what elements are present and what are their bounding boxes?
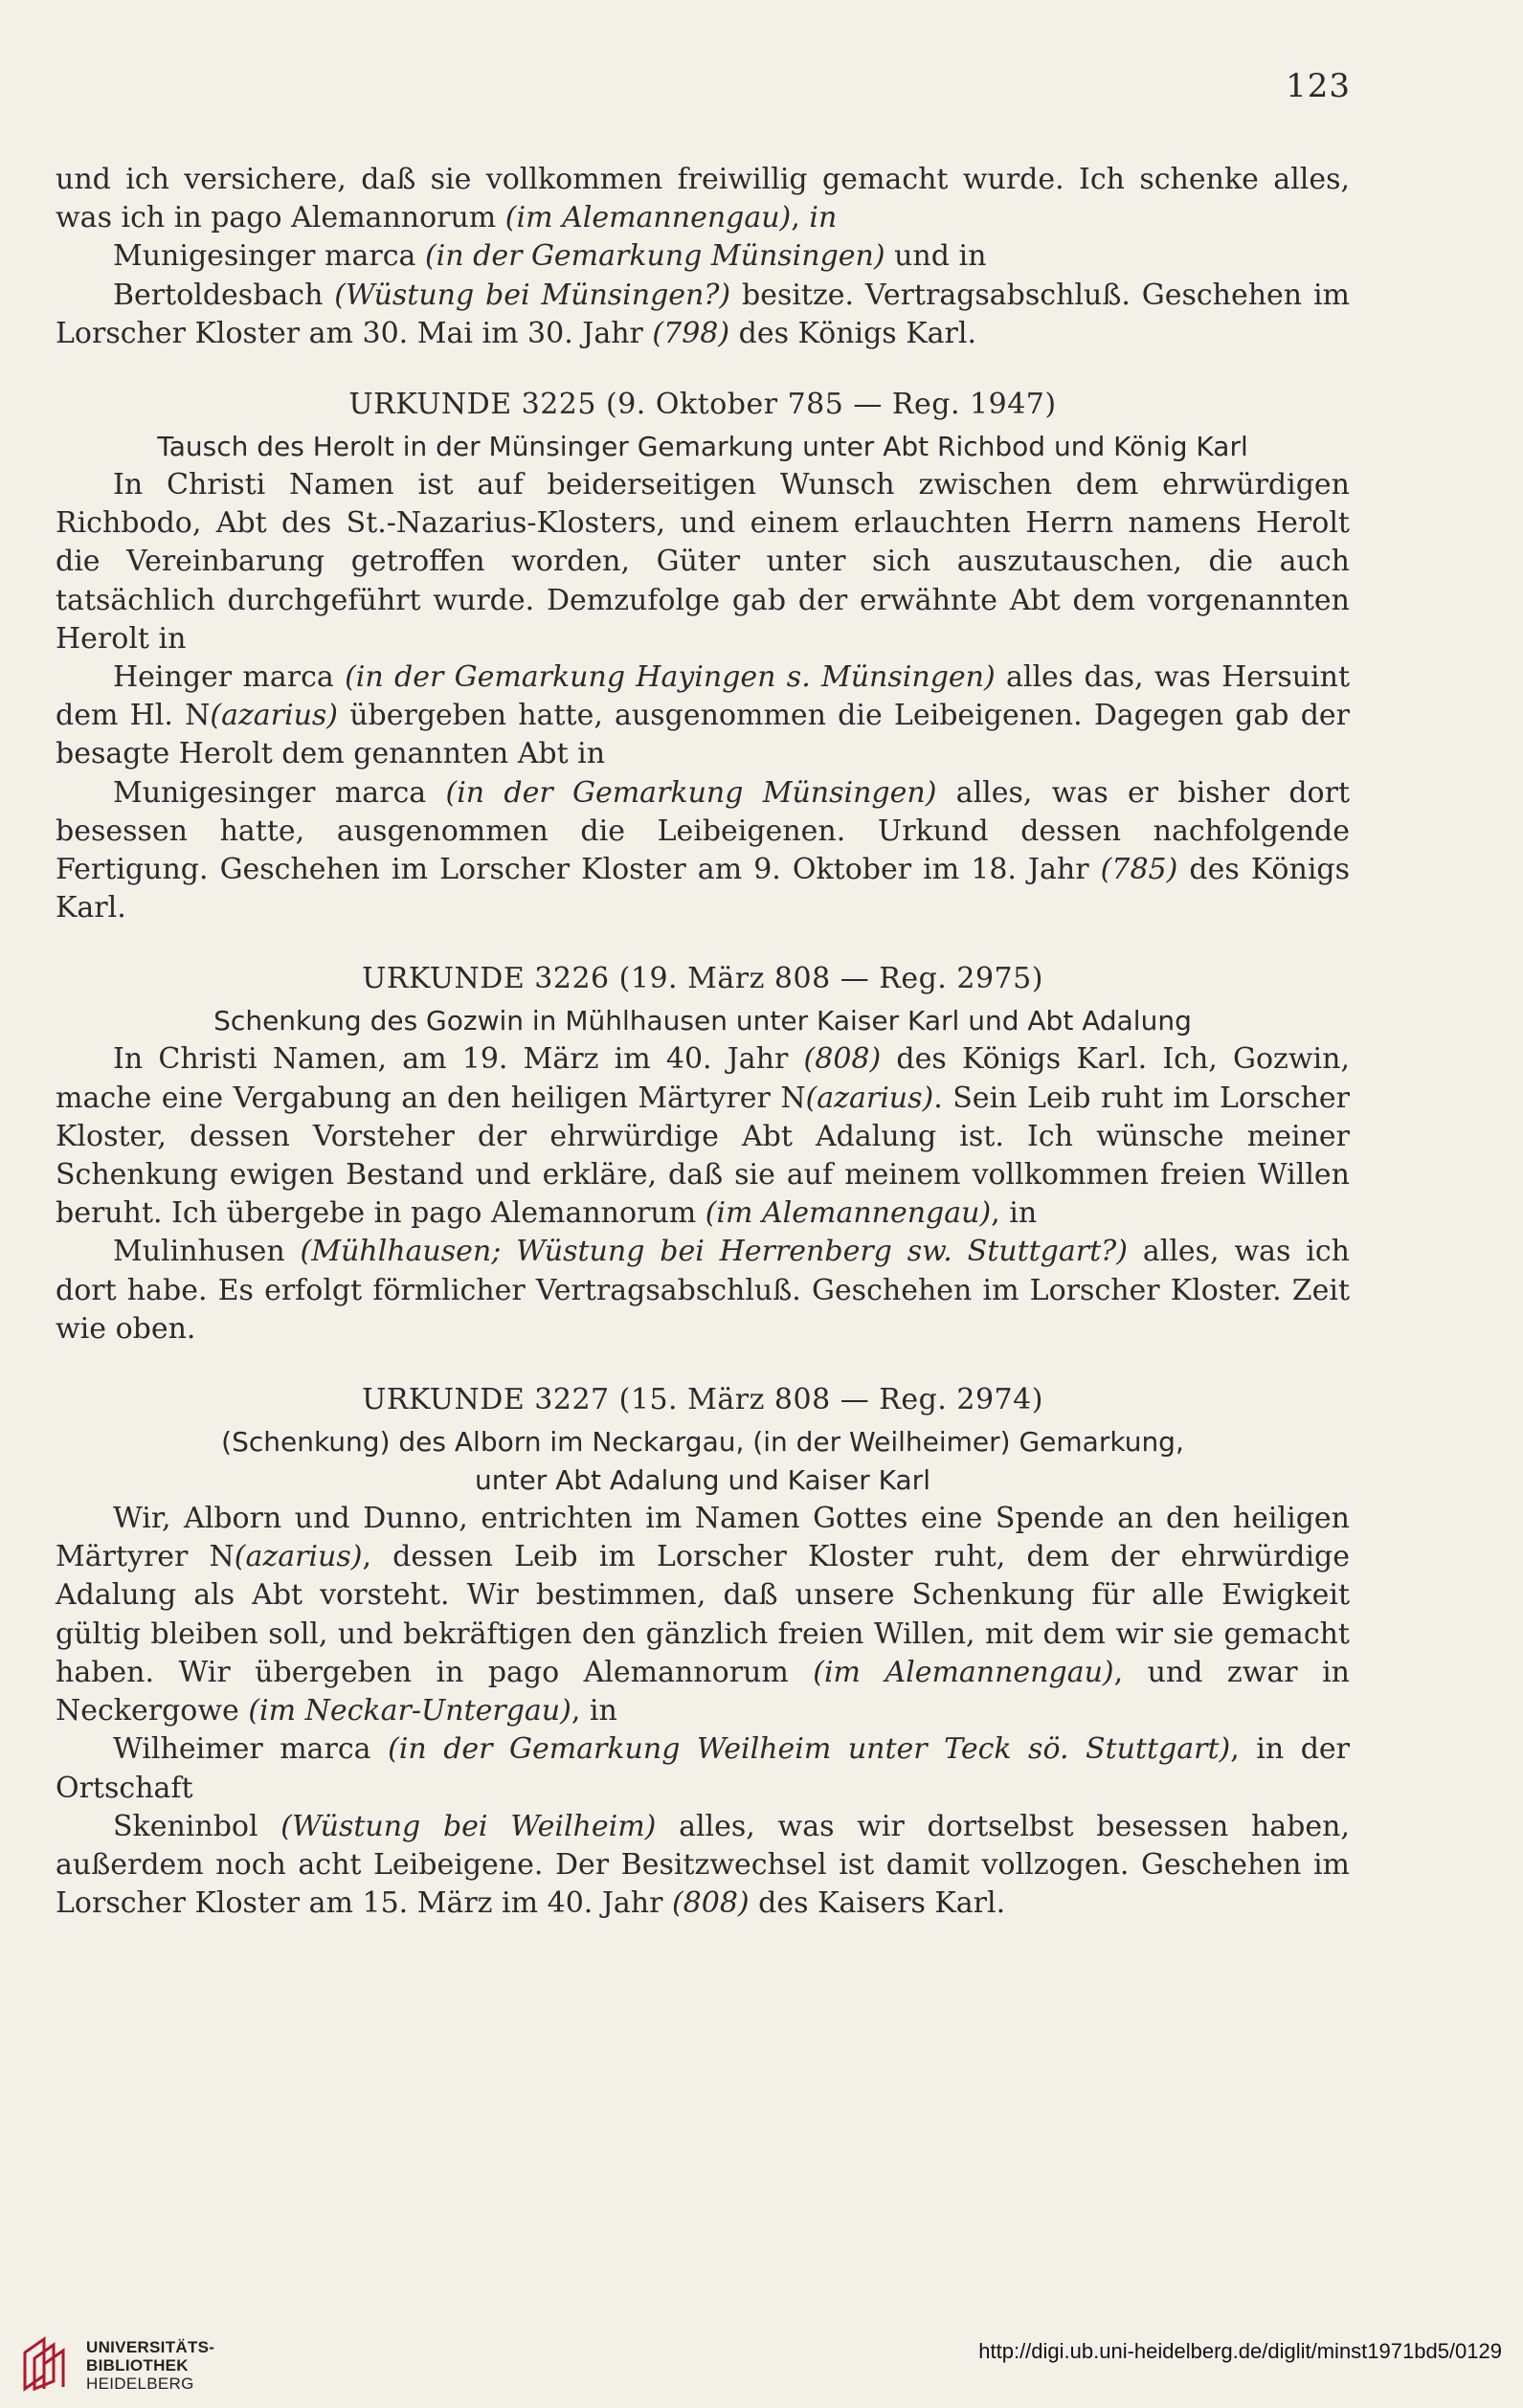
charter-title: Tausch des Herolt in der Münsinger Gemarkung unter Abt Richbod und König Karl xyxy=(157,431,1248,463)
paragraph: Wir, Alborn und Dunno, entrichten im Namen Gottes eine Spende an den heiligen Märtyrer N(azarius), dessen Leib im Lorscher Kloster ruht, dem der ehrwürdige Adalung als Abt vorsteht. Wir bestimmen, daß unsere Schenkung für alle Ewigkeit gültig bleiben soll, und bekräftigen den gänzlich freien Willen, mit dem wir sie gemacht haben. Wir übergeben in pago Alemannorum (im Alemannengau), und zwar in Neckergowe (im Neckar-Untergau), in xyxy=(56,1502,1351,1728)
paragraph: Wilheimer marca (in der Gemarkung Weilheim unter Teck sö. Stuttgart), in der Ortschaft xyxy=(56,1732,1350,1805)
charter-heading: URKUNDE 3225 (9. Oktober 785 — Reg. 1947) xyxy=(348,388,1057,422)
paragraph: In Christi Namen, am 19. März im 40. Jahr (808) des Königs Karl. Ich, Gozwin, mache eine Vergabung an den heiligen Märtyrer N(azarius). Sein Leib ruht im Lorscher Kloster, dessen Vorsteher der ehrwürdige Abt Adalung ist. Ich wünsche meiner Schenkung ewigen Bestand und erkläre, daß sie auf meinem vollkommen freien Willen beruht. Ich übergebe in pago Alemannorum (im Alemannengau), in xyxy=(56,1042,1350,1231)
paragraph: Munigesinger marca (in der Gemarkung Münsingen) alles, was er bisher dort besessen hatte, ausgenommen die Leibeigenen. Urkund dessen nachfolgende Fertigung. Geschehen im Lorscher Kloster am 9. Oktober im 18. Jahr (785) des Königs Karl. xyxy=(56,775,1351,925)
paragraph: Mulinhusen (Mühlhausen; Wüstung bei Herrenberg sw. Stuttgart?) alles, was ich dort habe. Es erfolgt förmlicher Vertragsabschluß. Geschehen im Lorscher Kloster. Zeit wie oben. xyxy=(56,1235,1351,1346)
footer xyxy=(0,2293,1523,2408)
paragraph: Skeninbol (Wüstung bei Weilheim) alles, was wir dortselbst besessen haben, außerdem noch acht Leibeigene. Der Besitzwechsel ist damit vollzogen. Geschehen im Lorscher Kloster am 15. März im 40. Jahr (808) des Kaisers Karl. xyxy=(56,1809,1350,1921)
source-url-link[interactable]: http://digi.ub.uni-heidelberg.de/diglit/minst1971bd5/0129 xyxy=(978,2339,1502,2363)
charter-title: unter Abt Adalung und Kaiser Karl xyxy=(475,1464,930,1497)
paragraph: Heinger marca (in der Gemarkung Hayingen s. Münsingen) alles das, was Hersuint dem Hl. N(azarius) übergeben hatte, ausgenommen die Leibeigenen. Dagegen gab der besagte Herolt dem genannten Abt in xyxy=(56,660,1351,771)
library-name-line: BIBLIOTHEK xyxy=(86,2356,189,2375)
library-logo-icon xyxy=(19,2333,77,2393)
charter-heading: URKUNDE 3226 (19. März 808 — Reg. 2975) xyxy=(362,962,1043,996)
paragraph: In Christi Namen ist auf beiderseitigen Wunsch zwischen dem ehrwürdigen Richbodo, Abt des St.-Nazarius-Klosters, und einem erlauchten Herrn namens Herolt die Vereinbarung getroffen worden, Güter unter sich auszutauschen, die auch tatsächlich durchgeführt wurde. Demzufolge gab der erwähnte Abt dem vorgenannten Herolt in xyxy=(56,468,1350,656)
document-body xyxy=(56,161,1350,1923)
library-name-line: UNIVERSITÄTS- xyxy=(86,2338,215,2356)
paragraph: Bertoldesbach (Wüstung bei Münsingen?) besitze. Vertragsabschluß. Geschehen im Lorscher Kloster am 30. Mai im 30. Jahr (798) des Königs Karl. xyxy=(56,278,1350,350)
library-name-line: HEIDELBERG xyxy=(86,2375,194,2393)
charter-heading: URKUNDE 3227 (15. März 808 — Reg. 2974) xyxy=(362,1383,1043,1417)
page-number: 123 xyxy=(1286,67,1351,105)
paragraph: und ich versichere, daß sie vollkommen freiwillig gemacht wurde. Ich schenke alles, was ich in pago Alemannorum (im Alemannengau), in xyxy=(56,163,1350,235)
charter-title: (Schenkung) des Alborn im Neckargau, (in der Weilheimer) Gemarkung, xyxy=(221,1426,1184,1459)
paragraph: Munigesinger marca (in der Gemarkung Münsingen) und in xyxy=(113,239,987,274)
charter-title: Schenkung des Gozwin in Mühlhausen unter Kaiser Karl und Abt Adalung xyxy=(213,1005,1192,1037)
library-name xyxy=(86,2338,214,2393)
